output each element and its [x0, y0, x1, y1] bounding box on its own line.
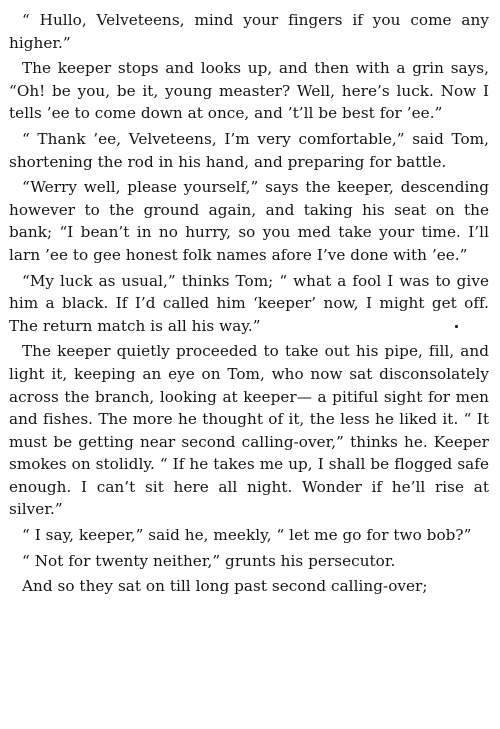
paragraph-4: “Werry well, please yourself,” says the keeper, descending however to the ground again, and taking his seat on the bank; “I bean’t in no hurry, so you med take your time. I’ll larn ’ee to gee honest folk names afore I’ve done with ’ee.” — [9, 178, 489, 264]
paragraph-6: The keeper quietly proceeded to take out his pipe, fill, and light it, keeping an eye on Tom, who now sat disconsolately across the branch, looking at keeper— a pitiful sight for men and fishes. The more he thought of it, the less he liked it. “ It must be getting near second calling-over,” thinks he. Keeper smokes on stolidly. “ If he takes me up, I shall be flogged safe enough. I can’t sit here all night. Wonder if he’ll rise at silver.” — [9, 342, 489, 519]
paragraph-1: “ Hullo, Velveteens, mind your fingers if you come any higher.” — [9, 11, 489, 52]
paragraph-3: “ Thank ’ee, Velveteens, I’m very comfortable,” said Tom, shortening the rod in his hand, and preparing for battle. — [9, 129, 489, 171]
paragraph-8: “ Not for twenty neither,” grunts his persecutor. — [22, 551, 396, 570]
ink-speck — [455, 325, 458, 328]
paragraph-9: And so they sat on till long past second calling-over; — [22, 577, 428, 596]
paragraph-7: “ I say, keeper,” said he, meekly, “ let me go for two bob?” — [22, 526, 472, 545]
paragraph-5: “My luck as usual,” thinks Tom; “ what a fool I was to give him a black. If I’d called him ‘keeper’ now, I might get off. The return match is all his way.” — [9, 271, 489, 335]
book-page — [9, 9, 489, 601]
paragraph-2: The keeper stops and looks up, and then with a grin says, “Oh! be you, be it, young measter? Well, here’s luck. Now I tells ’ee to come down at once, and ’t’ll be best for ’ee.” — [9, 59, 489, 123]
